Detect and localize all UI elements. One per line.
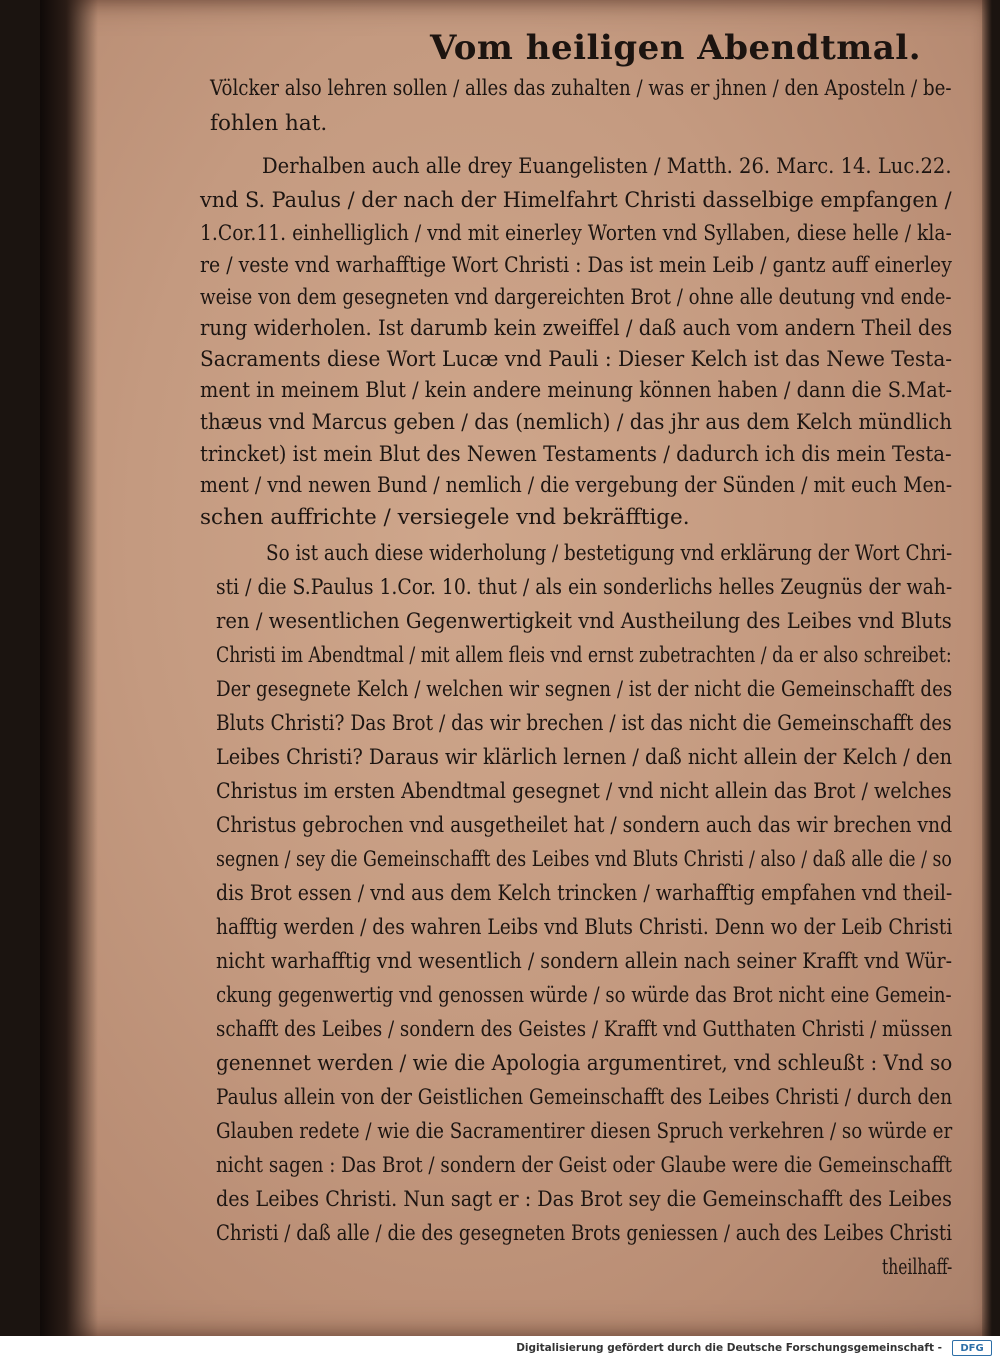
dfg-logo: DFG xyxy=(952,1340,992,1356)
text-line: schafft des Leibes / sondern des Geistes / Krafft vnd Gutthaten Christi / müssen xyxy=(216,1017,953,1042)
text-line: Der gesegnete Kelch / welchen wir segnen / ist der nicht die Gemeinschafft des xyxy=(216,677,953,702)
text-line: Christus im ersten Abendtmal gesegnet / vnd nicht allein das Brot / welches xyxy=(216,779,952,804)
text-line: 1.Cor.11. einhelliglich / vnd mit einerley Worten vnd Syllaben, diese helle / kla- xyxy=(200,221,952,246)
funding-notice: Digitalisierung gefördert durch die Deutsche Forschungsgemeinschaft - xyxy=(516,1342,942,1354)
text-line: nicht warhafftig vnd wesentlich / sondern allein nach seiner Krafft vnd Wür- xyxy=(216,949,953,974)
text-line: Christi im Abendtmal / mit allem fleis vnd ernst zubetrachten / da er also schreibet: xyxy=(216,643,952,668)
page-edge xyxy=(982,0,992,1336)
text-line: Glauben redete / wie die Sacramentirer diesen Spruch verkehren / so würde er xyxy=(216,1119,953,1144)
text-line: hafftig werden / des wahren Leibs vnd Bluts Christi. Denn wo der Leib Christi xyxy=(216,915,953,940)
text-line: dis Brot essen / vnd aus dem Kelch trincken / warhafftig empfahen vnd theil- xyxy=(216,881,953,906)
text-line: Derhalben auch alle drey Euangelisten / Matth. 26. Marc. 14. Luc.22. xyxy=(262,154,952,179)
text-line: nicht sagen : Das Brot / sondern der Geist oder Glaube were die Gemeinschafft xyxy=(216,1153,953,1178)
text-line: rung widerholen. Ist darumb kein zweiffel / daß auch vom andern Theil des xyxy=(200,316,953,341)
text-line: Völcker also lehren sollen / alles das zuhalten / was er jhnen / den Aposteln / be- xyxy=(210,76,952,101)
running-head: Vom heiligen Abendtmal. xyxy=(430,28,922,68)
text-line: thæus vnd Marcus geben / das (nemlich) / das jhr aus dem Kelch mündlich xyxy=(200,410,952,435)
text-line: So ist auch diese widerholung / bestetigung vnd erklärung der Wort Chri- xyxy=(266,541,953,566)
text-line: weise von dem gesegneten vnd dargereichten Brot / ohne alle deutung vnd ende- xyxy=(200,285,952,310)
text-line: Christi / daß alle / die des gesegneten Brots geniessen / auch des Leibes Christi xyxy=(216,1221,953,1246)
text-line: Sacraments diese Wort Lucæ vnd Pauli : Dieser Kelch ist das Newe Testa- xyxy=(200,347,953,372)
text-line: ckung gegenwertig vnd genossen würde / so würde das Brot nicht eine Gemein- xyxy=(216,983,952,1008)
text-line: fohlen hat. xyxy=(210,111,328,136)
text-line: Bluts Christi? Das Brot / das wir brechen / ist das nicht die Gemeinschafft des xyxy=(216,711,952,736)
footer-bar xyxy=(0,1336,1000,1361)
text-line: schen auffrichte / versiegele vnd bekräfftige. xyxy=(200,505,690,530)
text-line: genennet werden / wie die Apologia argumentiret, vnd schleußt : Vnd so xyxy=(216,1051,953,1076)
text-line: vnd S. Paulus / der nach der Himelfahrt Christi dasselbige empfangen / xyxy=(200,188,952,213)
text-line: theilhaff- xyxy=(882,1255,953,1280)
text-line: ment / vnd newen Bund / nemlich / die vergebung der Sünden / mit euch Men- xyxy=(200,473,953,498)
text-line: Paulus allein von der Geistlichen Gemeinschafft des Leibes Christi / durch den xyxy=(216,1085,953,1110)
text-line: sti / die S.Paulus 1.Cor. 10. thut / als ein sonderlichs helles Zeugnüs der wah- xyxy=(216,575,953,600)
text-line: Leibes Christi? Daraus wir klärlich lernen / daß nicht allein der Kelch / den xyxy=(216,745,953,770)
text-line: segnen / sey die Gemeinschafft des Leibes vnd Bluts Christi / also / daß alle die / so xyxy=(216,847,952,872)
book-page xyxy=(40,0,992,1336)
text-line: des Leibes Christi. Nun sagt er : Das Brot sey die Gemeinschafft des Leibes xyxy=(216,1187,952,1212)
text-line: Christus gebrochen vnd ausgetheilet hat / sondern auch das wir brechen vnd xyxy=(216,813,953,838)
spine-shadow xyxy=(40,0,98,1336)
text-line: trincket) ist mein Blut des Newen Testaments / dadurch ich dis mein Testa- xyxy=(200,442,952,467)
text-line: ment in meinem Blut / kein andere meinung können haben / dann die S.Mat- xyxy=(200,378,953,403)
text-line: re / veste vnd warhafftige Wort Christi : Das ist mein Leib / gantz auff einerley xyxy=(200,253,952,278)
text-line: ren / wesentlichen Gegenwertigkeit vnd Austheilung des Leibes vnd Bluts xyxy=(216,609,952,634)
